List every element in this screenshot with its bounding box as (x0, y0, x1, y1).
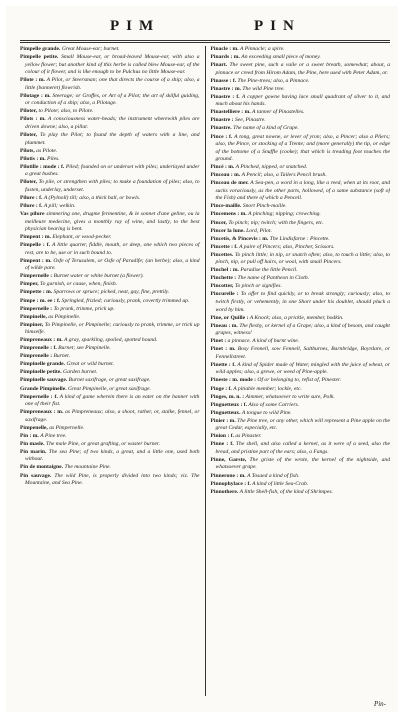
dictionary-entry (211, 94, 391, 109)
entry-headword: Pinnophylace : f. (210, 480, 251, 487)
entry-headword: Pinguetteux : f. (210, 401, 248, 408)
entry-definition: A pill; welkin. (43, 202, 76, 209)
entry-definition: A Pinnacle; a spire. (240, 46, 285, 52)
dictionary-entry (211, 323, 391, 338)
entry-headword: Pimpiner, (20, 321, 44, 328)
entry-definition: A gray, sparkling, spoiled, spotted hound. (64, 337, 158, 344)
entry-headword: Pimper, (20, 281, 39, 288)
entry-definition: To offer to find quickly, or to break strongly; curiously; also, to twitch firstly, or vehemently, in one Short under his doublet, should pluck a word by him. (215, 291, 390, 313)
entry-definition: To play the Pilot; to found the depth of waters with a line, and plummet. (25, 132, 200, 146)
entry-definition: A paire of Pincers; also, Pincher, Scissors. (239, 243, 335, 250)
entry-definition: To pinch; nip; twitch; with the fingers, etc. (228, 219, 324, 226)
dictionary-entry (211, 362, 391, 377)
entry-definition: Paradise the little Pencil. (240, 267, 298, 274)
right-column (205, 46, 391, 696)
entry-definition: Great or wild burnet. (66, 361, 115, 368)
entry-definition: Burnet. (53, 353, 71, 360)
entry-definition: A copper gowne having lace small quadrant of silver to it, and much about his hands. (215, 93, 390, 108)
entry-definition: The male Pine, or great grafting, or waster burner. (45, 440, 160, 447)
text-columns (20, 46, 390, 696)
dictionary-page (6, 6, 398, 712)
entry-headword: Pinchette : (210, 275, 237, 282)
entry-definition: Also of some Carriers. (248, 401, 300, 408)
entry-headword: Pin sauvage. (20, 472, 52, 479)
entry-definition: The name of Pantheon in Cloth. (237, 275, 310, 282)
entry-headword: Pimpinelle grande. (20, 361, 66, 368)
entry-definition: Burnet water or white burnet (a flower). (53, 273, 144, 280)
dictionary-entry (211, 125, 391, 133)
dictionary-entry (20, 322, 200, 337)
entry-definition: A little Shell-fish, of the kind of Shrimpes. (239, 488, 333, 495)
entry-definition: To Pimpinelle, or Pimpinelle; curiously to prank, trimme, or trick up himselfe. (25, 321, 200, 336)
entry-definition: A consciousness water-heads; the instrument wherewith piles are driven downe; also, a pillar. (25, 116, 200, 130)
entry-definition: simmering one, drugme fermentine, & le sonnet d'une geline, ou la meilleure medecine, gives a monthly ray of wine, and lastly, to the best physician hearing is bent. (25, 210, 200, 233)
dictionary-entry (211, 236, 391, 244)
entry-definition: as Pilote. (36, 147, 58, 154)
entry-headword: Pilotage : m. (20, 92, 51, 99)
entry-headword: Pimpenelle, (20, 424, 48, 431)
dictionary-entry (211, 481, 391, 489)
header-double-rule (20, 40, 390, 43)
entry-definition: A kind of game wherein there is an eater on the banner with one of their fist. (25, 393, 200, 408)
entry-headword: Pimpreneaux : m. (20, 337, 63, 344)
entry-definition: See, Pinastre. (234, 117, 266, 124)
entry-headword: Pimpe : m. ee : f. (20, 297, 61, 304)
entry-headword: Pimpinelle, (20, 313, 47, 320)
dictionary-entry (20, 195, 200, 203)
entry-definition: Great Mouse-ear; burnet. (61, 46, 120, 52)
dictionary-entry (211, 433, 391, 441)
entry-headword: Pinet : (210, 338, 227, 345)
entry-headword: Piloter, (20, 108, 38, 115)
entry-definition: To pinch little; in nip, or snatch often; also, to touch a little; also, to pinch, nip, or pull off hairs, or wool, with small Pincers. (215, 251, 390, 266)
entry-definition: A Sea-pen, a word in a long, like a reed, when at its root, and sucks voraciously, as the other parts, hollowed, of a same substance (soft of the Fish) and there of which a Pencell. (215, 180, 390, 202)
dictionary-entry (20, 369, 200, 377)
dictionary-entry (211, 252, 391, 267)
entry-definition: as Pimpernelle. (49, 424, 85, 431)
entry-definition: The Pine tree, or any other, which will represent a Pine apple on the great Cedar, especially, etc. (215, 417, 390, 432)
entry-headword: Pimprenelle : f. (20, 345, 57, 352)
entry-definition: A tongue to wild Pine. (241, 409, 292, 416)
entry-headword: Pincurelle : (210, 291, 239, 298)
dictionary-entry (211, 338, 391, 346)
dictionary-entry (20, 281, 200, 289)
dictionary-entry (211, 291, 391, 314)
left-column (20, 46, 205, 696)
entry-definition: to Pilote; also, to Pilote. (38, 108, 94, 115)
entry-definition: A pitiable member; lockle, etc. (233, 385, 302, 392)
entry-definition: To prank, trimme, prick up. (53, 305, 115, 312)
entry-definition: A Pencil; also, a Tailers Pencil brush. (241, 172, 327, 179)
dictionary-entry (20, 108, 200, 116)
dictionary-entry (20, 211, 200, 234)
dictionary-entry (211, 441, 391, 456)
entry-headword: Pinasse : f. (210, 77, 237, 84)
dictionary-entry (211, 489, 391, 497)
entry-definition: Steerage; or Groffes, or Art of a Pilot; the art of skilful guiding, or conduction of a ship; also, a Pilotage. (25, 92, 200, 107)
entry-definition: The wild Pine, is properly divided into two kinds; viz. The Mountaine, and Sea Pine. (25, 472, 200, 487)
entry-definition: A kind of Spider made of Water, mingled with the juice of wheat, or wild apples; also, a grewe, or weed of Pine-apple. (215, 361, 390, 376)
entry-headword: Pilots, (20, 147, 35, 154)
entry-headword: Pimprenelle : (20, 353, 53, 360)
entry-headword: Pilote : m. (20, 77, 45, 84)
dictionary-entry (20, 337, 200, 345)
dictionary-entry (211, 180, 391, 203)
entry-headword: Pinet : m. (210, 346, 236, 353)
dictionary-entry (211, 267, 391, 275)
entry-headword: Pinguetteux. (210, 409, 241, 416)
entry-headword: Pinceau : m. (210, 172, 241, 179)
dictionary-entry (211, 172, 391, 180)
entry-definition: A pinching; nipping; crowching. (248, 211, 321, 218)
dictionary-entry (211, 473, 391, 481)
dictionary-entry (211, 283, 391, 291)
entry-headword: Pimpernelle : (20, 273, 53, 280)
dictionary-entry (20, 132, 200, 147)
entry-definition: A Knock; also, a prickle, member, bodkin. (249, 314, 344, 321)
dictionary-entry (20, 425, 200, 433)
entry-headword: Pincette : f. (210, 243, 238, 250)
entry-headword: Pincé : m. (210, 164, 235, 171)
dictionary-entry (211, 228, 391, 236)
entry-headword: Pincettes. (210, 251, 234, 258)
entry-headword: Pimpette : m. (20, 289, 53, 296)
entry-definition: Of or belonging to, refist of, Pinester. (257, 377, 341, 384)
entry-definition: To garnish, or cause, when, finish. (40, 281, 118, 288)
entry-headword: Pimpernelle : f. (20, 393, 58, 400)
entry-definition: A kind of little Sea-Crab. (252, 480, 309, 487)
dictionary-entry (20, 361, 200, 369)
entry-headword: Pincer, (210, 219, 227, 226)
entry-headword: Pilure : f. (20, 194, 43, 201)
entry-definition: as Pimpinelle. (48, 313, 81, 320)
entry-definition: Aimmer, whatsoever to write sure, Polk. (245, 393, 335, 400)
entry-definition: Elephant, or wood-pecker. (52, 234, 112, 241)
entry-headword: Pineau : m. (210, 322, 238, 329)
dictionary-entry (211, 164, 391, 172)
dictionary-entry (20, 273, 200, 281)
entry-headword: Pinceau de mer. (210, 180, 249, 187)
dictionary-entry (211, 62, 391, 77)
dictionary-entry (20, 77, 200, 92)
entry-headword: Pimpelle : f. (20, 242, 50, 249)
dictionary-entry (20, 93, 200, 108)
entry-definition: The sea Pine; of two kinds, a great, and a little one, used both without. (25, 448, 200, 463)
entry-headword: Piloter, (20, 132, 38, 139)
entry-definition: A tong, great nowne, or lever of yron; also, a Pincer; also a Pliers; also, the Pince, or stocking of a Trente; and (more generally) the tip, or edge of the bottome of a Snuffle (cooke); that which is treading foot touches the ground. (215, 133, 390, 163)
entry-definition: The sweet pine, such a vaile or a sweet breath, somewhat; about, a pinnace or creed from Hirom Adam, the Pine, here used with Peter Adam, or. (215, 62, 390, 76)
dictionary-entry (20, 289, 200, 297)
dictionary-entry (211, 457, 391, 472)
entry-definition: The wild Pine tree. (242, 85, 285, 92)
entry-definition: A tanner of Pinastelles. (252, 109, 305, 116)
page-header (6, 6, 398, 42)
entry-definition: Osfe of Terusalem, or Osfe of Paradife; (an herbe); also, a kind of wilde pare. (25, 257, 200, 272)
dictionary-entry (211, 402, 391, 410)
dictionary-entry (20, 298, 200, 306)
dictionary-entry (20, 409, 200, 424)
entry-headword: Pilure : f. (20, 202, 43, 209)
entry-definition: A (Pylnoll) till; also, a thick ball, or bowls. (43, 194, 141, 201)
entry-headword: Pinastre : (210, 117, 234, 124)
entry-headword: Pincotter, (210, 283, 234, 290)
entry-definition: The name of a kind of Grape. (233, 125, 299, 132)
dictionary-entry (211, 377, 391, 385)
entry-headword: Pin marin. (20, 448, 47, 455)
entry-headword: Pinnerone : m. (210, 472, 246, 479)
entry-headword: Pin de montaigne. (20, 464, 64, 471)
entry-definition: Burnet saxifrage, or great saxifrage. (68, 377, 151, 384)
dictionary-entry (20, 54, 200, 77)
dictionary-entry (211, 244, 391, 252)
entry-definition: Burnet; see Pimpinelle. (58, 345, 111, 352)
dictionary-entry (211, 203, 391, 211)
dictionary-entry (20, 353, 200, 361)
entry-headword: Pinacle : m. (210, 46, 239, 52)
entry-headword: Pince : f. (210, 133, 233, 140)
entry-headword: Pinier : m. (210, 417, 236, 424)
entry-headword: Pincer la lune. (210, 227, 245, 234)
entry-headword: Pin masle. (20, 440, 45, 447)
entry-headword: Piloter, (20, 179, 38, 186)
entry-headword: Pine, or Quille : (210, 314, 249, 321)
entry-headword: Pinette : f. (210, 361, 236, 368)
dictionary-entry (211, 54, 391, 62)
entry-headword: Pimpinelle sauvage. (20, 377, 68, 384)
entry-definition: as Pinaster. (235, 433, 262, 440)
dictionary-entry (20, 164, 200, 179)
dictionary-entry (211, 117, 391, 125)
dictionary-entry (20, 179, 200, 194)
entry-headword: Pineste : m. mode : (210, 377, 257, 384)
entry-headword: Pinchel : m. (210, 267, 239, 274)
dictionary-entry (20, 377, 200, 385)
entry-definition: The Pine-trees; also, a Pinnace. (237, 77, 310, 84)
dictionary-entry (211, 86, 391, 94)
entry-definition: To pinch or signifies. (234, 283, 282, 290)
dictionary-entry (211, 134, 391, 164)
entry-definition: The mountaine Pine. (64, 464, 111, 471)
entry-definition: Sparrows or spruce; picked, neat, gay, fine, prettily. (53, 289, 170, 296)
dictionary-entry (20, 258, 200, 273)
entry-headword: Pincemens : m. (210, 211, 247, 218)
entry-definition: The fleshy, or kernel of a Grape; also, a kind of besom, and caught grapes, witness! (215, 322, 390, 337)
dictionary-entry (211, 109, 391, 117)
dictionary-entry (211, 386, 391, 394)
entry-headword: Pimpent : m. (20, 234, 51, 241)
entry-headword: Pilotille : mode : f. (20, 163, 65, 170)
entry-definition: Garden burnet. (63, 369, 98, 376)
entry-definition: The shell, and also called a kernel, as it were of a seed, also the bread, and pristine part of the ears; also, a Fangs. (215, 441, 390, 455)
entry-headword: Pinastre : f. (210, 93, 240, 100)
entry-headword: Pinge : f. (210, 385, 232, 392)
entry-definition: An exceeding small piece of money. (241, 54, 321, 61)
entry-headword: Pinne, Garste, (210, 456, 247, 463)
dictionary-entry (20, 473, 200, 488)
entry-headword: Pinnothere. (210, 488, 239, 495)
dictionary-entry (20, 345, 200, 353)
entry-definition: Bosy Fennell, sow Fennell, Saltburnes, Barnbridge, Boyrdare, or Fennellstreet. (215, 346, 390, 360)
running-head-right: PIN (254, 18, 301, 34)
entry-headword: Pinastelliere : m. (210, 109, 251, 116)
dictionary-entry (211, 315, 391, 323)
dictionary-entry (20, 234, 200, 242)
entry-headword: Pimpreneaux : m. (20, 409, 64, 416)
entry-headword: Pimpelle grande. (20, 46, 61, 52)
dictionary-entry (20, 116, 200, 131)
entry-headword: Pince-maille. (210, 203, 242, 210)
entry-headword: Pimpent : m. (20, 257, 52, 264)
entry-definition: The griste of the wrote, the kernel of the nightside, and whatsoever grape. (215, 456, 390, 471)
dictionary-entry (20, 306, 200, 314)
dictionary-entry (211, 410, 391, 418)
entry-headword: Pincetis, & Pincevis : m. (210, 235, 269, 242)
entry-definition: Springled, frizled; curiously, prank, covertly trimmed up. (61, 297, 190, 304)
running-head-left: PIM (110, 18, 161, 34)
dictionary-entry (20, 156, 200, 164)
dictionary-entry (211, 394, 391, 402)
dictionary-entry (211, 418, 391, 433)
entry-definition: Great Pimpinelle, or great saxifrage. (68, 385, 151, 392)
entry-headword: Pilots : m. (20, 116, 46, 123)
entry-definition: Small Mouse-ear, or broad-leaved Mouse-ear, with also a yellow flower; but another kind of this herbe is called blew Mouse-ear, of the colour of it flower, and is like enough to be Pulchus no little Mouse-ear. (25, 54, 200, 76)
entry-headword: Pin : m. (20, 432, 39, 439)
entry-headword: Pimpelle petite. (20, 54, 59, 61)
entry-headword: Pinne : f. (210, 441, 234, 448)
entry-definition: A Pilot, or Steersman; one that directs the course of a ship; also, a little (banneret) flowrish. (25, 77, 200, 91)
dictionary-entry (211, 46, 391, 54)
entry-definition: A Pinched, nipped, or snatched. (235, 164, 308, 171)
dictionary-entry (20, 433, 200, 441)
entry-headword: Vas pilure (20, 210, 45, 217)
catchword: Pin- (373, 700, 386, 708)
entry-definition: Piled; founded on or underset with piles; underlayed under a great bushes. (25, 163, 200, 178)
entry-definition: A Tosaed a kind of fish. (247, 472, 300, 479)
entry-definition: The Lindisfarne : Pincette. (269, 235, 330, 242)
entry-headword: Pinastre : m. (210, 85, 242, 92)
entry-headword: Pilotis : m. (20, 155, 46, 162)
entry-definition: A Pine tree. (40, 432, 67, 439)
dictionary-entry (20, 386, 200, 394)
entry-definition: as Pimpreneaux; also, a shoot, rather, or, stalke, fennel, or saxifrage. (25, 409, 200, 423)
dictionary-entry (211, 346, 391, 361)
dictionary-entry (20, 441, 200, 449)
dictionary-entry (20, 314, 200, 322)
entry-headword: Grande Pimpinelle. (20, 385, 67, 392)
dictionary-entry (20, 46, 200, 54)
entry-headword: Pinges, m. n. : (210, 393, 245, 400)
entry-headword: Pinion : f. (210, 433, 234, 440)
entry-definition: a pinnace. A kind of burnt wine. (227, 338, 300, 345)
dictionary-entry (20, 203, 200, 211)
entry-headword: Pinastre. (210, 125, 232, 132)
entry-headword: Pinart. (210, 62, 228, 69)
entry-headword: Pinards : m. (210, 54, 240, 61)
entry-definition: To pile, or strengthen with piles; to make a foundation of piles; also, to fasten, underlay, underset. (25, 179, 200, 193)
dictionary-entry (211, 78, 391, 86)
dictionary-entry (20, 148, 200, 156)
dictionary-entry (20, 242, 200, 257)
entry-headword: Pimpinelle petite. (20, 369, 62, 376)
dictionary-entry (20, 394, 200, 409)
entry-definition: Snort Pinch-maille. (242, 203, 287, 210)
dictionary-entry (211, 211, 391, 219)
dictionary-entry (211, 275, 391, 283)
entry-definition: A little quarter, fiddle, mouth, or deep, one which two pieces of rest, are to be, use or in such bound to. (25, 242, 200, 256)
entry-headword: Pimpernelle : (20, 305, 53, 312)
entry-definition: Lord, Pilot. (246, 227, 272, 234)
entry-definition: Piles. (47, 155, 60, 162)
dictionary-entry (20, 449, 200, 464)
dictionary-entry (211, 220, 391, 228)
dictionary-entry (20, 464, 200, 472)
